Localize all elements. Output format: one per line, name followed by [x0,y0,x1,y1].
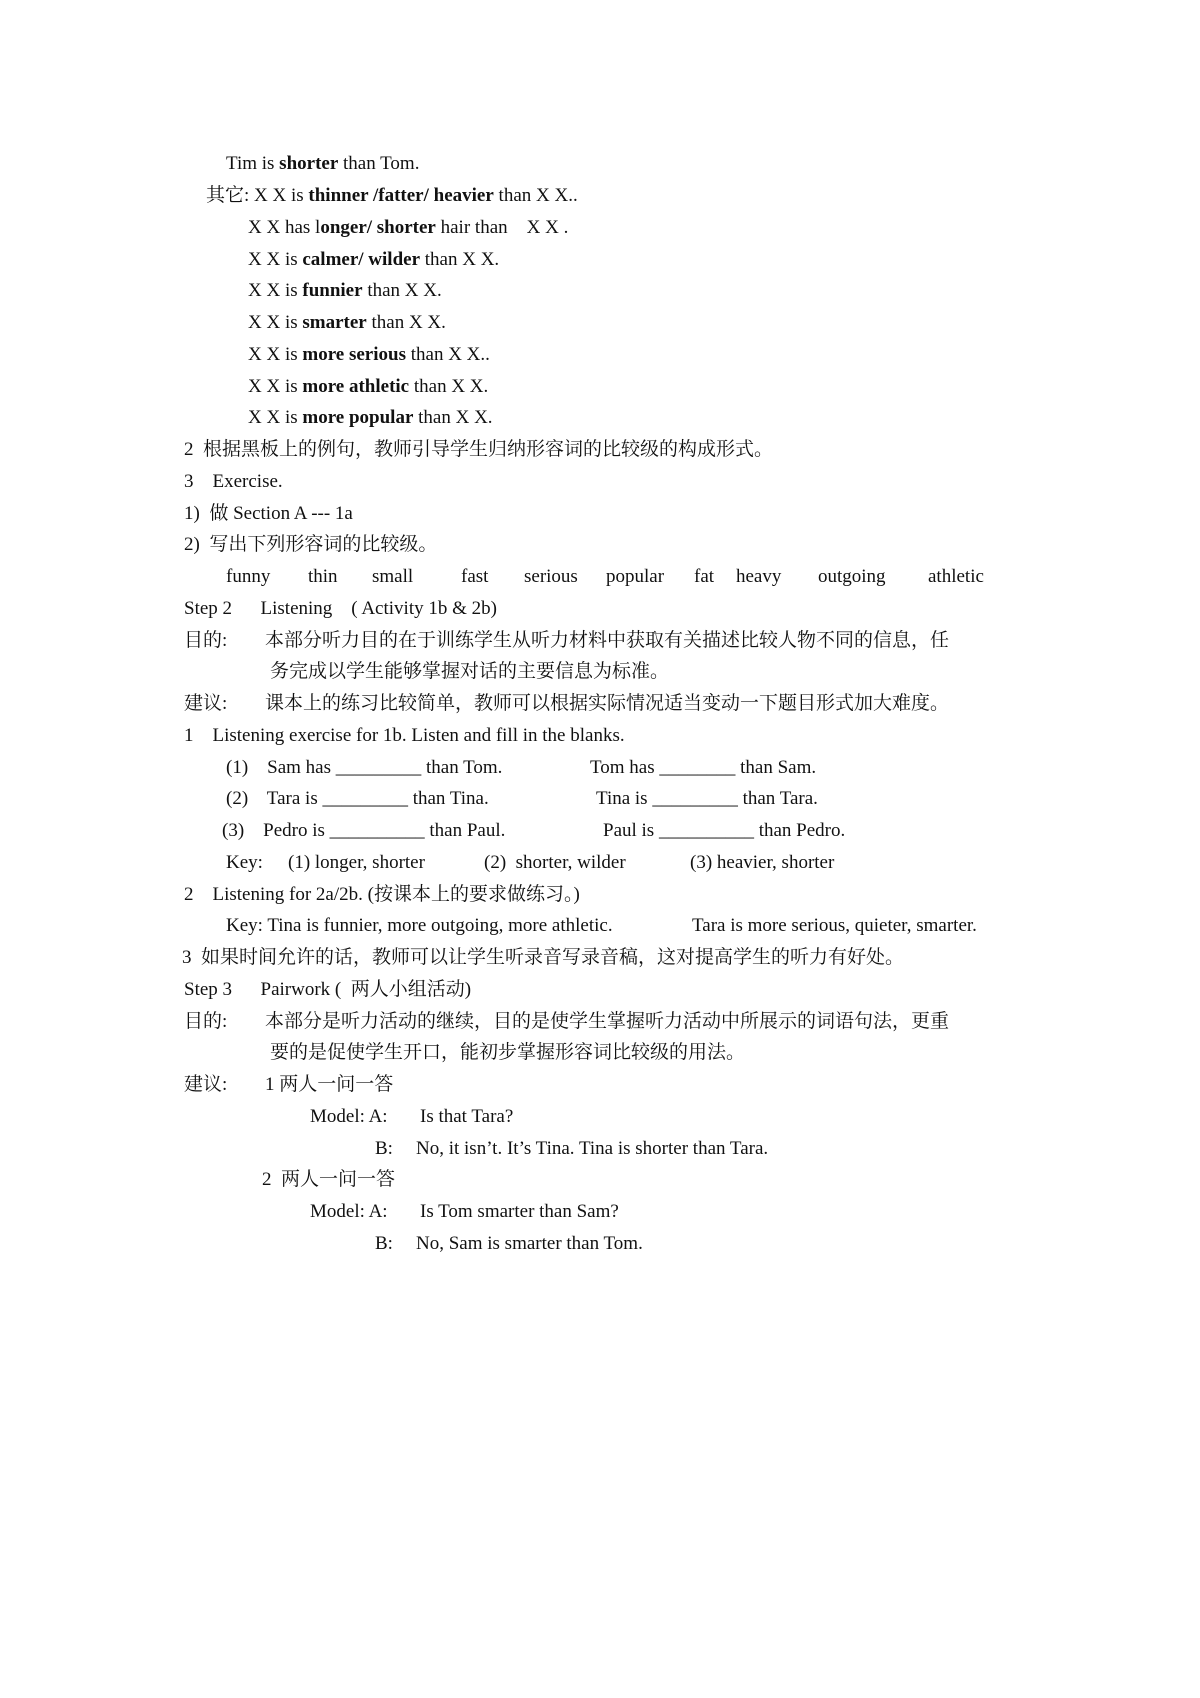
bold-word: more popular [302,407,414,428]
key-answer: Tara is more serious, quieter, smarter. [692,915,977,936]
paragraph: 3 如果时间允许的话，教师可以让学生听录音写录音稿，这对提高学生的听力有好处。 [182,947,905,968]
text: hair than X X . [435,217,569,238]
text: X X is [248,344,303,365]
fill-blank: (2) Tara is _________ than Tina. [226,788,489,809]
text: than X X. [366,312,446,333]
text: X X is [248,312,303,333]
example-line [248,313,446,332]
paragraph: 1) 做 Section A --- 1a [184,503,353,524]
adjective: athletic [928,566,984,587]
text: Tim is [226,153,280,174]
text: than Tom. [338,153,420,174]
example-line [248,281,442,300]
text: X X is [248,376,303,397]
suggest-label: 建议: [184,693,228,714]
adjective: heavy [736,566,782,587]
step-heading: Step 3 Pairwork ( 两人小组活动) [184,979,472,1000]
text: X X is [248,280,303,301]
example-line [248,408,493,427]
example-line [248,218,568,237]
text: X X is [248,407,303,428]
text: than X X.. [493,185,578,206]
adjective: popular [606,566,665,587]
paragraph: 3 Exercise. [184,471,283,492]
fill-blank: Tina is _________ than Tara. [596,788,818,809]
paragraph: 2) 写出下列形容词的比较级。 [184,534,438,555]
bold-word: more serious [302,344,406,365]
example-line [248,250,499,269]
adjective: serious [524,566,578,587]
model-line: Is Tom smarter than Sam? [420,1201,619,1222]
bold-word: thinner /fatter/ heavier [308,185,494,206]
goal-label: 目的: [184,630,228,651]
example-line [248,377,488,396]
text: than X X. [362,280,442,301]
bold-word: onger/ shorter [320,217,436,238]
paragraph: 1 两人一问一答 [265,1074,394,1095]
model-line: Is that Tara? [420,1106,514,1127]
goal-label: 目的: [184,1011,228,1032]
paragraph: 2 两人一问一答 [262,1169,396,1190]
fill-blank: (3) Pedro is __________ than Paul. [222,820,506,841]
text: 其它: X X is [206,185,309,206]
text: than X X.. [405,344,490,365]
model-label: Model: A: [310,1201,388,1222]
adjective: small [372,566,414,587]
example-line [248,345,490,364]
key-answer: (1) longer, shorter [288,852,425,873]
key-label: Key: [226,852,263,873]
exercise-title: 1 Listening exercise for 1b. Listen and fill in the blanks. [184,725,625,746]
suggest-label: 建议: [184,1074,228,1095]
exercise-title: 2 Listening for 2a/2b. (按课本上的要求做练习。) [184,884,580,905]
key-answer: (3) heavier, shorter [690,852,835,873]
fill-blank: (1) Sam has _________ than Tom. [226,757,503,778]
key-answer: (2) shorter, wilder [484,852,626,873]
paragraph: 要的是促使学生开口，能初步掌握形容词比较级的用法。 [270,1042,746,1063]
adjective: thin [308,566,338,587]
paragraph: 务完成以学生能够掌握对话的主要信息为标准。 [270,661,670,682]
bold-word: calmer/ wilder [302,249,421,270]
model-line: No, it isn’t. It’s Tina. Tina is shorter than Tara. [416,1138,769,1159]
bold-word: shorter [279,153,339,174]
adjective: fat [694,566,715,587]
example-line [226,154,419,173]
text: than X X. [413,407,493,428]
adjective: outgoing [818,566,886,587]
adjective: funny [226,566,271,587]
bold-word: more athletic [302,376,410,397]
paragraph: 本部分听力目的在于训练学生从听力材料中获取有关描述比较人物不同的信息，任 [265,630,950,651]
model-label: Model: A: [310,1106,388,1127]
text: X X is [248,249,303,270]
example-line [206,186,578,205]
model-line: No, Sam is smarter than Tom. [416,1233,643,1254]
model-label: B: [375,1233,393,1254]
step-heading: Step 2 Listening ( Activity 1b & 2b) [184,598,497,619]
text: than X X. [409,376,489,397]
fill-blank: Paul is __________ than Pedro. [603,820,846,841]
paragraph: 本部分是听力活动的继续，目的是使学生掌握听力活动中所展示的词语句法，更重 [265,1011,950,1032]
model-label: B: [375,1138,393,1159]
key-answer: Key: Tina is funnier, more outgoing, more athletic. [226,915,613,936]
text: than X X. [420,249,500,270]
text: X X has l [248,217,321,238]
bold-word: funnier [302,280,363,301]
fill-blank: Tom has ________ than Sam. [590,757,817,778]
adjective: fast [461,566,489,587]
paragraph: 2 根据黑板上的例句，教师引导学生归纳形容词的比较级的构成形式。 [184,439,774,460]
bold-word: smarter [302,312,367,333]
paragraph: 课本上的练习比较简单，教师可以根据实际情况适当变动一下题目形式加大难度。 [265,693,950,714]
